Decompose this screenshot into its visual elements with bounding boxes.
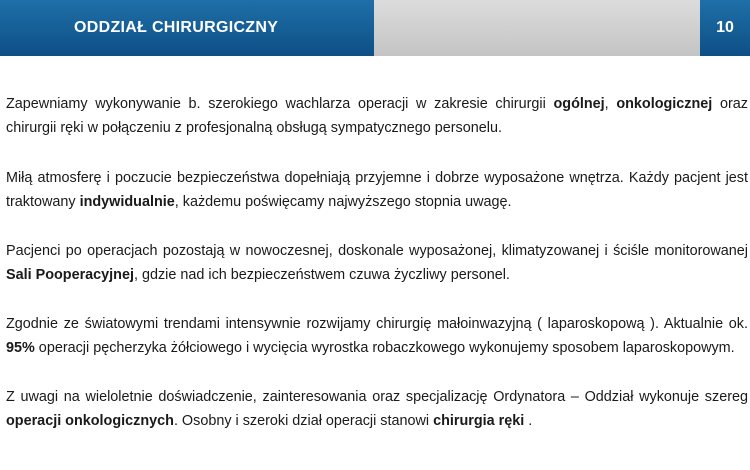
page-number: 10 (716, 19, 734, 36)
page-number-box (700, 0, 750, 56)
paragraph-recovery-room (6, 239, 748, 287)
emphasis: ogólnej (553, 96, 605, 112)
emphasis: chirurgia ręki (433, 413, 525, 429)
paragraph-oncology (6, 385, 748, 433)
text: operacji pęcherzyka żółciowego i wycięcia wyrostka robaczkowego wykonujemy sposobem laparoskopowym. (34, 340, 735, 356)
text: , gdzie nad ich bezpieczeństwem czuwa życzliwy personel. (133, 267, 510, 283)
emphasis: 95% (6, 340, 35, 356)
text: Pacjenci po operacjach pozostają w nowoczesnej, doskonale wyposażonej, klimatyzowanej i ściśle monitorowanej (6, 243, 748, 259)
text: Z uwagi na wieloletnie doświadczenie, zainteresowania oraz specjalizację Ordynatora – Oddział wykonuje szereg (6, 389, 748, 405)
paragraph-surgery-scope (6, 92, 748, 140)
page-title: ODDZIAŁ CHIRURGICZNY (74, 19, 279, 36)
document-body (6, 92, 748, 458)
paragraph-laparoscopy (6, 312, 748, 360)
text: . (524, 413, 533, 429)
text: Zgodnie ze światowymi trendami intensywnie rozwijamy chirurgię małoinwazyjną ( laparoskopową ). Aktualnie ok. (6, 316, 748, 332)
text: , (604, 96, 617, 112)
header-gray-band (374, 0, 700, 56)
page-header (0, 0, 750, 56)
emphasis: Sali Pooperacyjnej (6, 267, 134, 283)
header-title-bar (0, 0, 374, 56)
paragraph-atmosphere (6, 166, 748, 214)
text: , każdemu poświęcamy najwyższego stopnia uwagę. (174, 194, 512, 210)
emphasis: onkologicznej (616, 96, 713, 112)
emphasis: operacji onkologicznych (6, 413, 174, 429)
text: Zapewniamy wykonywanie b. szerokiego wachlarza operacji w zakresie chirurgii (6, 96, 554, 112)
text: Miłą atmosferę i poczucie bezpieczeństwa dopełniają przyjemne i dobrze wyposażone wnętrza. Każdy pacjent jest traktowany (6, 170, 748, 210)
text: . Osobny i szeroki dział operacji stanowi (173, 413, 434, 429)
emphasis: indywidualnie (79, 194, 175, 210)
text: oraz chirurgii ręki w połączeniu z profesjonalną obsługą sympatycznego personelu. (6, 96, 748, 136)
